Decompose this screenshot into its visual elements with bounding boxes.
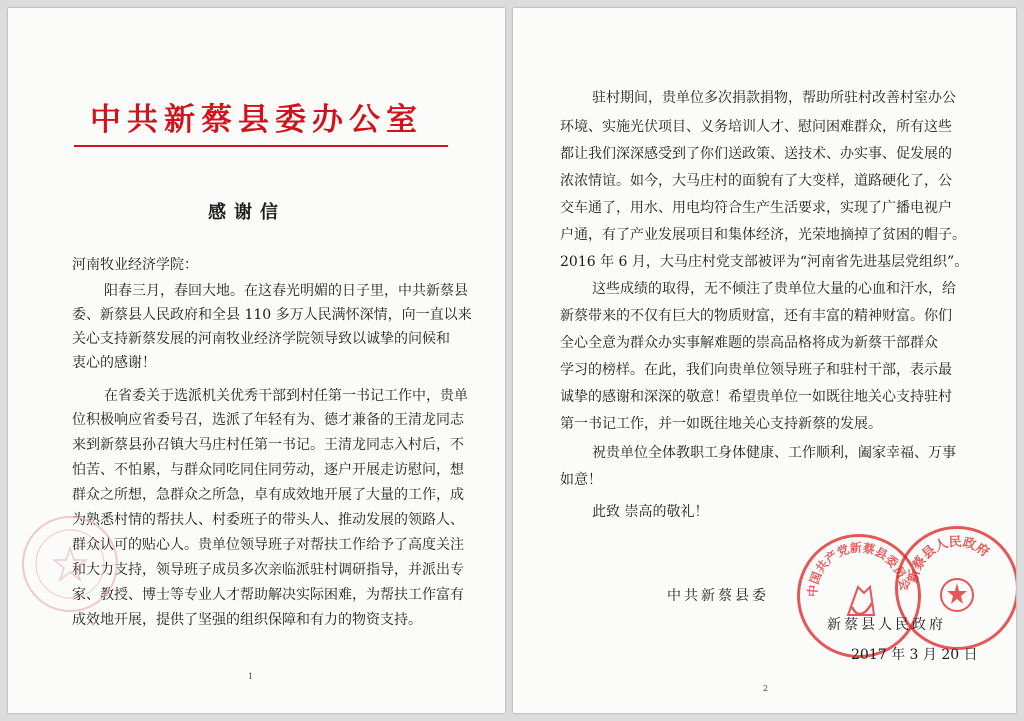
letter-page-1: [8, 8, 505, 713]
letter-page-2: [513, 8, 1016, 713]
body-line: 学习的榜样。在此，我们向贵单位领导班子和驻村干部，表示最: [560, 362, 952, 378]
body-line: 位积极响应省委号召，选派了年轻有为、德才兼备的王清龙同志: [72, 412, 464, 428]
body-line: 新蔡带来的不仅有巨大的物质财富，还有丰富的精神财富。你们: [560, 308, 952, 324]
red-header-rule: [74, 145, 448, 147]
body-line: 户通，有了产业发展项目和集体经济，光荣地摘掉了贫困的帽子。: [560, 227, 966, 243]
body-line: 诚挚的感谢和深深的敬意！希望贵单位一如既往地关心支持驻村: [560, 389, 952, 405]
body-line: 如意！: [560, 472, 602, 488]
body-line: 群众认可的贴心人。贵单位领导班子对帮扶工作给予了高度关注: [72, 537, 464, 553]
body-line: 委、新蔡县人民政府和全县 110 多万人民满怀深情，向一直以来: [72, 307, 472, 323]
letter-date: 2017 年 3 月 20 日: [851, 647, 978, 663]
body-line: 浓浓情谊。如今，大马庄村的面貌有了大变样，道路硬化了，公: [560, 173, 952, 189]
body-line: 在省委关于选派机关优秀干部到村任第一书记工作中，贵单: [104, 388, 468, 404]
body-line: 衷心的感谢！: [72, 355, 156, 371]
closing-salute: 此致 崇高的敬礼！: [592, 504, 709, 520]
body-line: 2016 年 6 月，大马庄村党支部被评为“河南省先进基层党组织”。: [560, 254, 969, 270]
signature-party-committee: 中共新蔡县委: [667, 588, 769, 604]
body-line: 和大力支持，领导班子成员多次亲临派驻村调研指导，并派出专: [72, 562, 464, 578]
org-header: 中共新蔡县委办公室: [90, 102, 423, 138]
body-line: 这些成绩的取得，无不倾注了贵单位大量的心血和汗水，给: [592, 281, 956, 297]
government-seal-arc-text: 新蔡县人民政府: [905, 534, 992, 585]
party-seal-arc-text: 中国共产党新蔡县委员会: [805, 540, 913, 598]
body-line: 祝贵单位全体教职工身体健康、工作顺利，阖家幸福、万事: [592, 445, 956, 461]
body-line: 交车通了，用水、用电均符合生产生活要求，实现了广播电视户: [560, 200, 952, 216]
faded-seal-stamp: [22, 516, 118, 612]
page-number: 2: [763, 684, 769, 693]
page-number: 1: [248, 672, 254, 681]
body-line: 阳春三月，春回大地。在这春光明媚的日子里，中共新蔡县: [104, 283, 468, 299]
salutation: 河南牧业经济学院：: [72, 257, 198, 273]
body-line: 怕苦、不怕累，与群众同吃同住同劳动，逐户开展走访慰问，想: [72, 462, 464, 478]
body-line: 第一书记工作，并一如既往地关心支持新蔡的发展。: [560, 416, 882, 432]
body-line: 为熟悉村情的帮扶人、村委班子的带头人、推动发展的领路人、: [72, 512, 464, 528]
body-line: 都让我们深深感受到了你们送政策、送技术、办实事、促发展的: [560, 146, 952, 162]
signature-county-government: 新蔡县人民政府: [827, 617, 946, 633]
body-line: 群众之所想，急群众之所急，卓有成效地开展了大量的工作，成: [72, 487, 464, 503]
body-line: 关心支持新蔡发展的河南牧业经济学院领导致以诚挚的问候和: [72, 331, 450, 347]
letter-title: 感谢信: [208, 202, 286, 223]
body-line: 环境、实施光伏项目、义务培训人才、慰问困难群众，所有这些: [560, 119, 952, 135]
body-line: 全心全意为群众办实事解难题的崇高品格将成为新蔡干部群众: [560, 335, 938, 351]
body-line: 驻村期间，贵单位多次捐款捐物，帮助所驻村改善村室办公: [592, 90, 956, 106]
body-line: 家、教授、博士等专业人才帮助解决实际困难，为帮扶工作富有: [72, 587, 464, 603]
body-line: 成效地开展，提供了坚强的组织保障和有力的物资支持。: [72, 612, 422, 628]
body-line: 来到新蔡县孙召镇大马庄村任第一书记。王清龙同志入村后，不: [72, 437, 464, 453]
